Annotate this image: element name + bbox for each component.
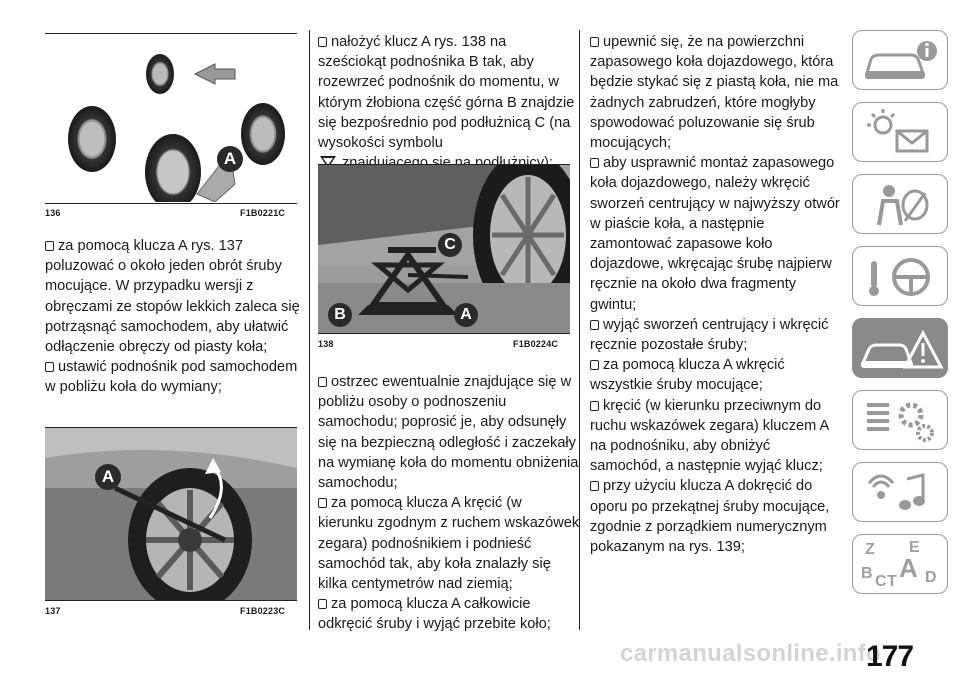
tab-car-info[interactable] [852, 30, 948, 90]
list-item: wyjąć sworzeń centrujący i wkręcić ręcznie pozostałe śruby; [590, 316, 829, 354]
column-divider [579, 30, 580, 630]
page-number: 177 [866, 640, 914, 673]
index-letters-icon: Z E B A C T D [861, 539, 937, 590]
watermark: carmanualsonline.info [620, 640, 882, 667]
car-info-icon [853, 31, 949, 91]
tab-warning-lights[interactable] [852, 102, 948, 162]
checkbox-icon [590, 481, 599, 491]
list-item: nałożyć klucz A rys. 138 na sześciokąt podnośnika B tak, aby rozewrzeć podnośnik do momentu, w którym żłobiona część górna B znajdzie się bezpośrednio pod podłużnicą C (na wysokości symbolu [318, 34, 575, 152]
column-3-text [590, 32, 844, 557]
figure-code: F1B0224C [513, 339, 559, 349]
list-item: za pomocą klucza A wkręcić wszystkie śruby mocujące; [590, 357, 785, 394]
figure-number: 136 [45, 208, 61, 218]
column-2-top-text [318, 32, 576, 173]
checkbox-icon [45, 241, 54, 251]
list-item: ustawić podnośnik pod samochodem w pobliżu koła do wymiany; [45, 359, 298, 396]
checkbox-icon [590, 401, 599, 411]
figure-caption-rule [45, 600, 297, 601]
steering-wheel-icon [853, 247, 949, 307]
figure-137-image [45, 428, 297, 600]
warning-lights-icon [853, 103, 949, 163]
airbag-safety-icon [853, 175, 949, 235]
figure-caption-rule [318, 333, 570, 334]
figure-number: 137 [45, 606, 61, 616]
figure-code: F1B0221C [240, 208, 286, 218]
tab-driving[interactable] [852, 246, 948, 306]
checkbox-icon [590, 320, 599, 330]
checkbox-icon [590, 37, 599, 47]
checkbox-icon [318, 377, 327, 387]
figure-code: F1B0223C [240, 606, 286, 616]
callout-b-138: B [328, 303, 352, 327]
checkbox-icon [318, 498, 327, 508]
list-item: przy użyciu klucza A dokręcić do oporu po przekątnej śruby mocujące, zgodnie z porządkiem numerycznym pokazanym na rys. 139; [590, 478, 830, 556]
list-item: ostrzec ewentualnie znajdujące się w pobliżu osoby o podnoszeniu samochodu; poprosić je, aby odsunęły się na bezpieczną odległość i zaczekały na wymianę koła do momentu obniżenia samochodu; [318, 374, 579, 492]
column-1-text [45, 236, 303, 398]
list-item: kręcić (w kierunku przeciwnym do ruchu wskazówek zegara) kluczem A na podnośniku, aby obniżyć samochód, a następnie wyjąć klucz; [590, 397, 829, 475]
list-item: upewnić się, że na powierzchni zapasowego koła dojazdowego, która będzie stykać się z piastą koła, nie ma żadnych zabrudzeń, które mogłyby spowodować poluzowanie się śrub mocujących; [590, 34, 839, 152]
list-item: za pomocą klucza A rys. 137 poluzować o około jeden obrót śruby mocujące. W przypadku wersji z obręczami ze stopów lekkich zaleca się potrząsnąć samochodem, aby ułatwić odłączenie obręczy od piasty koła; [45, 238, 300, 356]
list-item: aby usprawnić montaż zapasowego koła dojazdowego, należy wkręcić sworzeń centrujący w najwyższy otwór w piaście koła, a następnie zamontować zapasowe koło dojazdowe, wkręcając śrubę najpierw ręcznie na około dwa fragmenty gwintu; [590, 155, 840, 313]
column-2-bottom-text [318, 372, 580, 635]
callout-a-137: A [95, 464, 121, 490]
tab-safety[interactable] [852, 174, 948, 234]
multimedia-icon [853, 463, 949, 523]
checkbox-icon [318, 37, 327, 47]
figure-138-image [318, 165, 570, 333]
emergency-car-icon [853, 319, 949, 379]
column-divider [309, 30, 310, 630]
checkbox-icon [45, 362, 54, 372]
checkbox-icon [590, 360, 599, 370]
list-item: za pomocą klucza A kręcić (w kierunku zgodnym z ruchem wskazówek zegara) podnośnikiem i podnieść samochód tak, aby koła znalazły się kilka centymetrów nad ziemią; [318, 495, 580, 593]
tab-index[interactable] [852, 534, 948, 594]
figure-caption-rule [45, 203, 297, 204]
tab-maintenance[interactable] [852, 390, 948, 450]
tab-multimedia[interactable] [852, 462, 948, 522]
callout-a-138: A [454, 303, 478, 327]
list-item: za pomocą klucza A całkowicie odkręcić śruby i wyjąć przebite koło; [318, 596, 551, 633]
figure-number: 138 [318, 339, 334, 349]
checkbox-icon [590, 158, 599, 168]
tab-emergency[interactable] [852, 318, 948, 378]
callout-a-136: A [217, 146, 243, 172]
figure-136-image [45, 34, 297, 202]
checkbox-icon [318, 599, 327, 609]
callout-c-138: C [438, 233, 462, 257]
maintenance-gears-icon [853, 391, 949, 451]
